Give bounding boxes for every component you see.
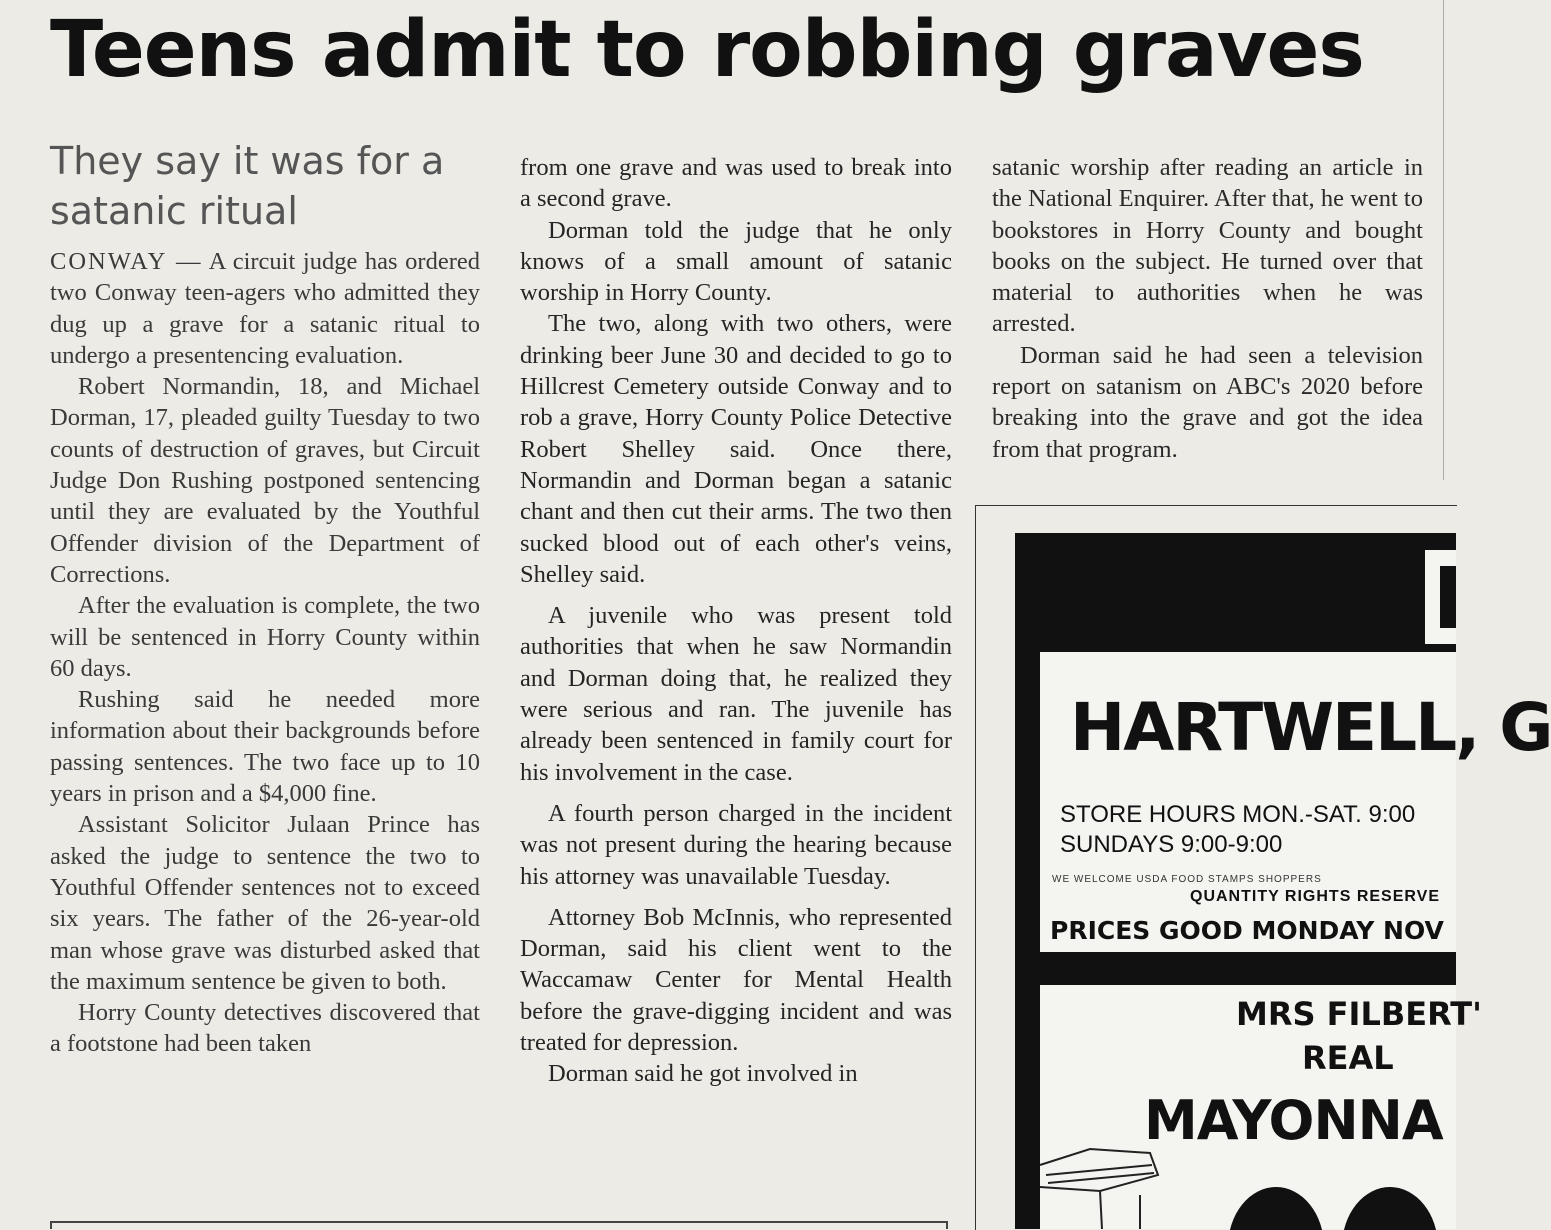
prices-good-notice: PRICES GOOD MONDAY NOV [1050,916,1444,945]
paragraph: Attorney Bob McInnis, who represented Dorman, said his client went to the Waccamaw Center for Mental Health before the grave-digging incident and was treated for depression. [520,903,952,1057]
mayonnaise-jar-illustration [1040,1135,1456,1229]
paragraph: A juvenile who was present told authorities that when he saw Normandin and Dorman doing that, he realized they were serious and ran. The juvenile has already been sentenced in family court for his involvement in the case. [520,602,952,786]
store-name: HARTWELL, G [1070,689,1551,766]
food-stamps-notice: WE WELCOME USDA FOOD STAMPS SHOPPERS [1052,874,1322,885]
dateline: CONWAY — [50,248,203,275]
paragraph: Assistant Solicitor Julaan Prince has asked the judge to sentence the two to Youthful Offender sentences not to exceed six years. The father of the 26-year-old man whose grave was disturbed asked that the maximum sentence be given to both. [50,811,480,995]
lead-text: A circuit judge has ordered two Conway teen-agers who admitted they dug up a grave for a satanic ritual to undergo a presentencing evaluation. [50,248,481,369]
paragraph: Dorman said he got involved in [548,1060,858,1088]
article-column-3 [992,152,1423,465]
paragraph: Robert Normandin, 18, and Michael Dorman, 17, pleaded guilty Tuesday to two counts of destruction of graves, but Circuit Judge Don Rushing postponed sentencing until they are evaluated by the Youthful Offender division of the Department of Corrections. [50,373,480,588]
next-article-border [50,1221,948,1229]
price-digits-fragment [1228,1187,1438,1230]
paragraph: Rushing said he needed more information about their backgrounds before passing sentences. The two face up to 10 years in prison and a $4,000 fine. [50,686,480,808]
paragraph: from one grave and was used to break into a second grave. [520,154,952,213]
store-hours-weekday: STORE HOURS MON.-SAT. 9:00 [1060,801,1416,828]
column-rule [1443,0,1456,480]
product-name: MAYONNA [1144,1089,1443,1152]
product-descriptor: REAL [1302,1039,1394,1077]
product-panel [1040,985,1482,1229]
store-hours [1060,800,1415,860]
store-hours-sunday: SUNDAYS 9:00-9:00 [1060,831,1283,858]
headline: Teens admit to robbing graves [50,5,1364,95]
paragraph: Horry County detectives discovered that a footstone had been taken [50,999,480,1058]
article-column-2 [520,152,952,1090]
paragraph: satanic worship after reading an article in the National Enquirer. After that, he went to bookstores in Horry County and bought books on the subject. He turned over that material to authorities when he was arrested. [992,154,1423,338]
article-column-1 [50,246,480,1060]
paragraph: After the evaluation is complete, the two will be sentenced in Horry County within 60 days. [50,592,480,682]
paragraph: Dorman said he had seen a television report on satanism on ABC's 2020 before breaking into the grave and got the idea from that program. [992,341,1423,463]
advertisement-logo-mark [1440,566,1456,628]
product-brand: MRS FILBERT' [1236,995,1482,1033]
store-info-panel [1040,652,1551,952]
paragraph: A fourth person charged in the incident was not present during the hearing because his attorney was unavailable Tuesday. [520,799,952,890]
jar-lid [1040,1149,1158,1229]
lead-paragraph [50,246,480,371]
subhead: They say it was for a satanic ritual [50,139,445,233]
quantity-rights-notice: QUANTITY RIGHTS RESERVE [1190,888,1440,905]
paragraph: The two, along with two others, were drinking beer June 30 and decided to go to Hillcrest Cemetery outside Conway and to rob a grave, Horry County Police Detective Robert Shelley said. Once there, Normandin and Dorman began a satanic chant and then cut their arms. The two then sucked blood out of each other's veins, Shelley said. [520,310,952,588]
paragraph: Dorman told the judge that he only knows of a small amount of satanic worship in Horry County. [520,216,952,307]
